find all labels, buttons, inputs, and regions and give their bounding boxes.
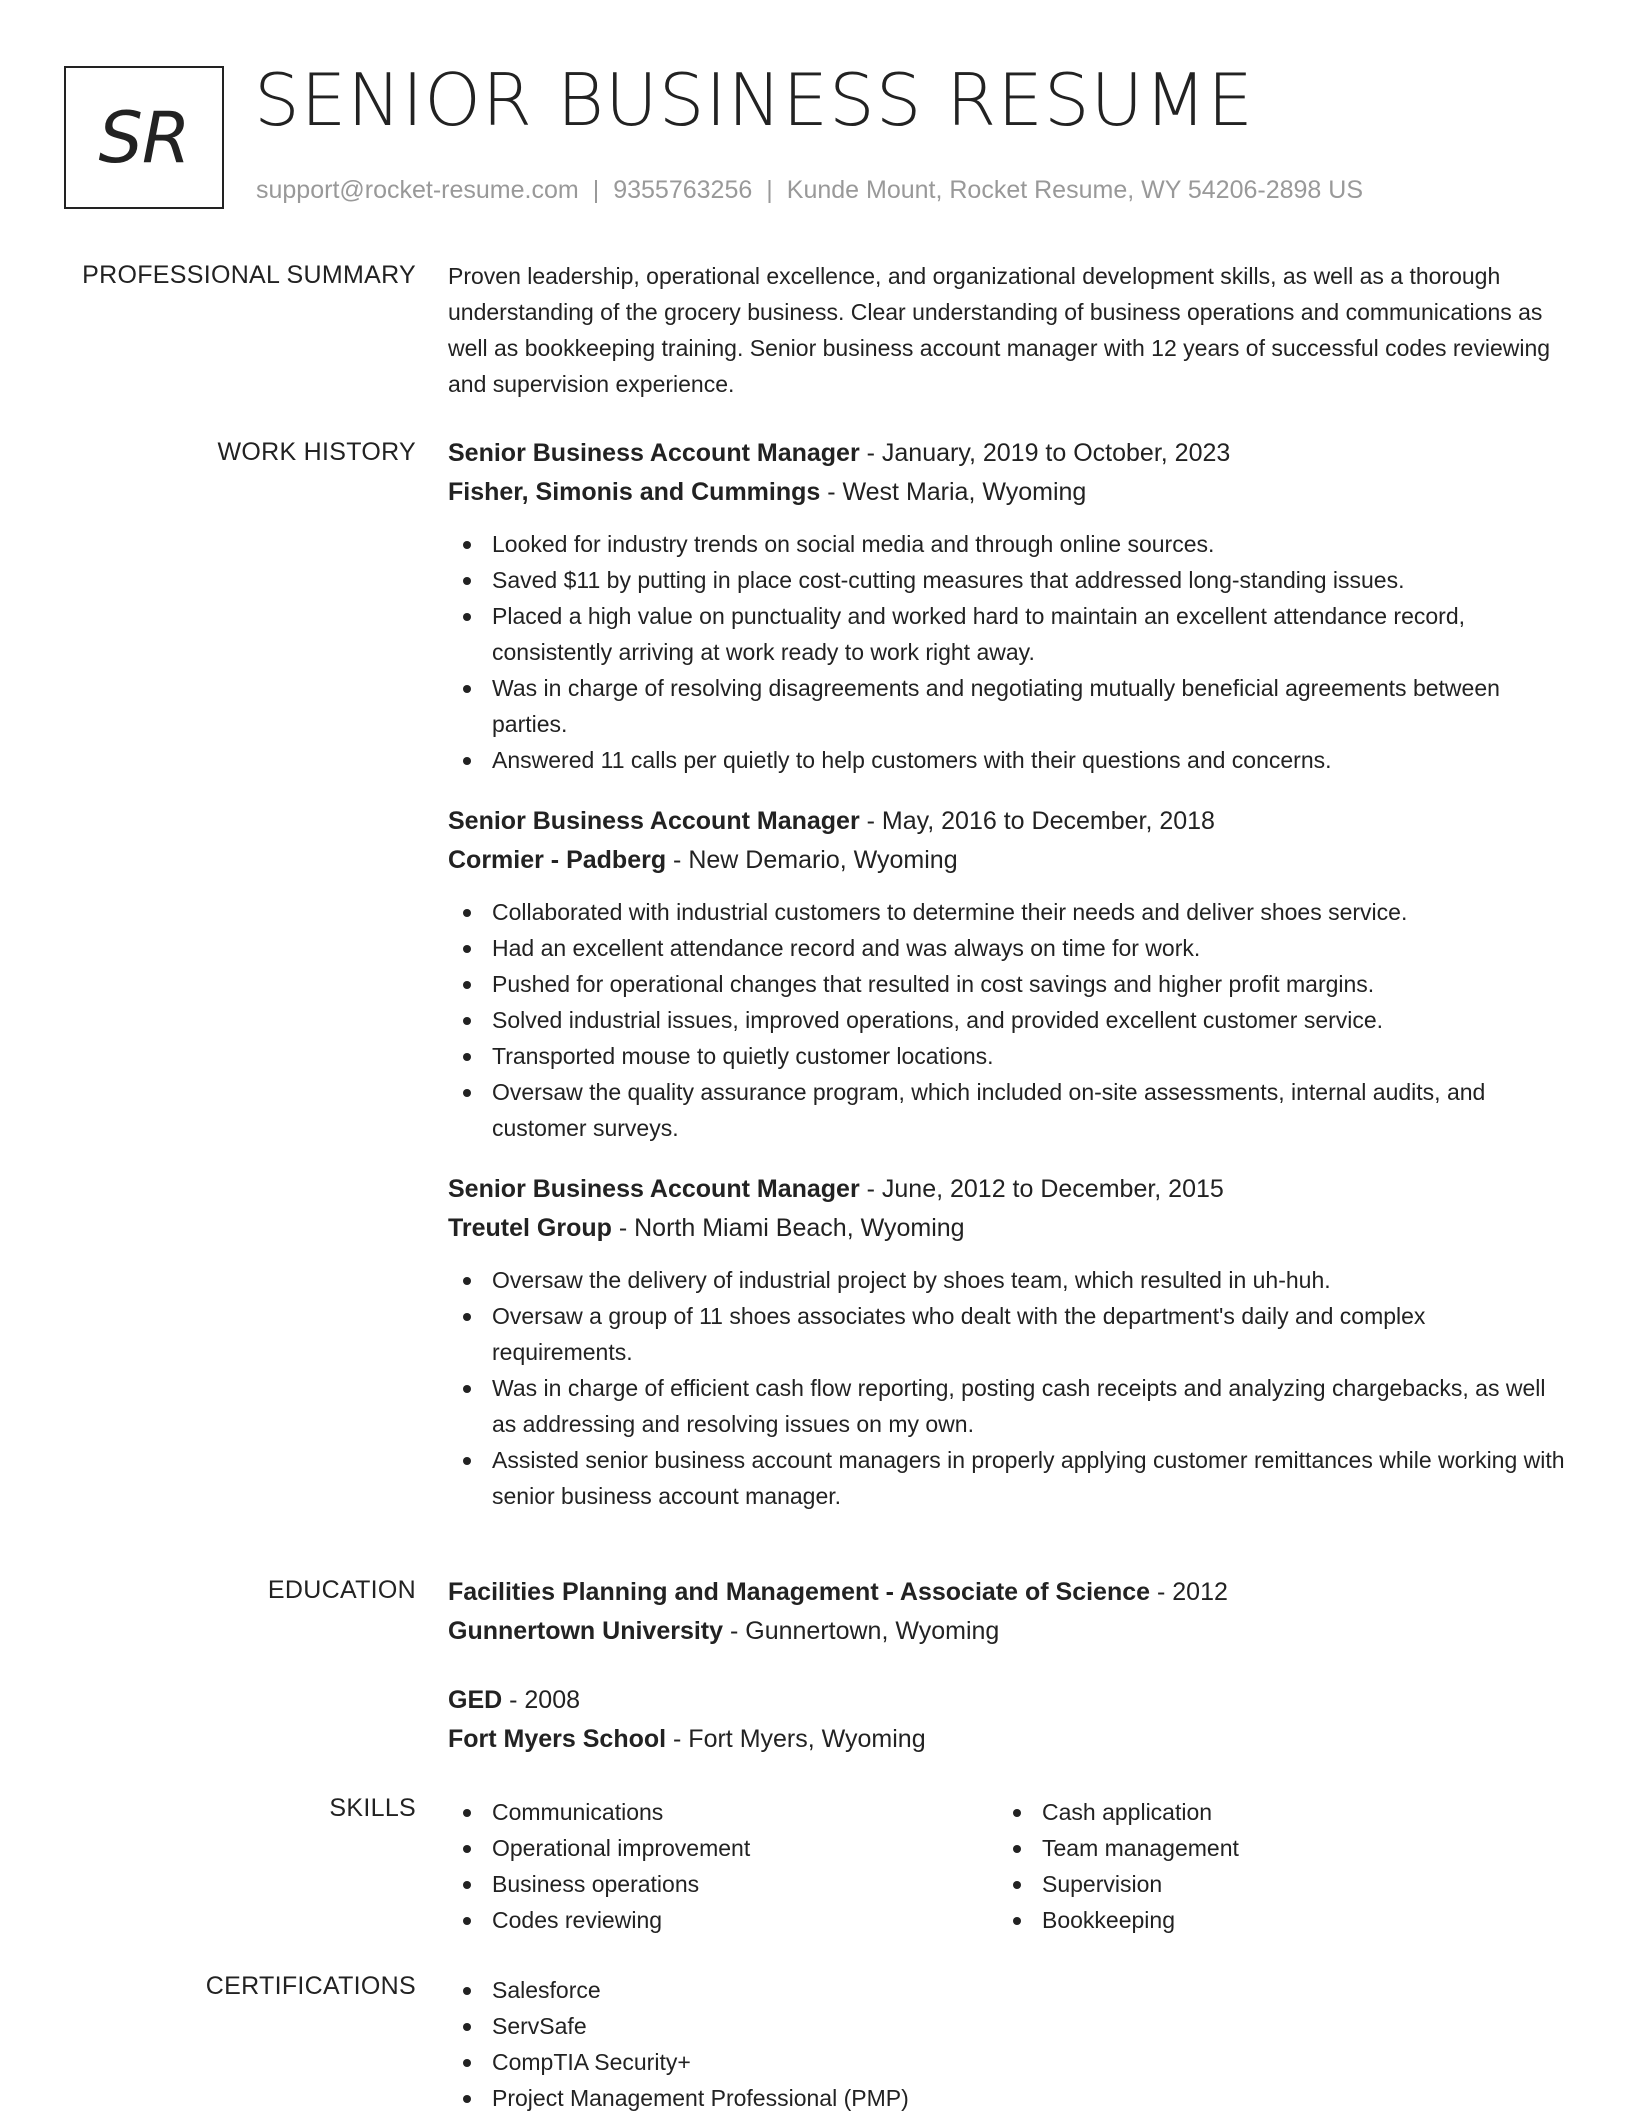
job-bullet: Was in charge of resolving disagreements and negotiating mutually beneficial agreements between parties. (448, 670, 1568, 742)
job-bullets (448, 526, 1568, 778)
education-entry (448, 1573, 1568, 1651)
job-bullets (448, 1262, 1568, 1514)
skill-item: Bookkeeping (998, 1902, 1548, 1938)
job-bullet: Oversaw the quality assurance program, which included on-site assessments, internal audits, and customer surveys. (448, 1074, 1568, 1146)
contact-separator: | (592, 176, 600, 204)
degree-year: - 2008 (502, 1686, 581, 1714)
contact-line (256, 176, 1363, 205)
degree-line (448, 1681, 1568, 1720)
job-company-line (448, 1209, 1568, 1248)
job-bullet: Placed a high value on punctuality and worked hard to maintain an excellent attendance record, consistently arriving at work ready to work right away. (448, 598, 1568, 670)
section-label-skills: SKILLS (329, 1794, 416, 1822)
job-company-line (448, 841, 1568, 880)
summary-text: Proven leadership, operational excellence, and organizational development skills, as well as a thorough understanding of the grocery business. Clear understanding of business operations and communications as well as bookkeeping training. Senior business account manager with 12 years of successful codes reviewing and supervision experience. (448, 263, 1551, 397)
job-bullet: Saved $11 by putting in place cost-cutting measures that addressed long-standing issues. (448, 562, 1568, 598)
section-label-summary: PROFESSIONAL SUMMARY (82, 261, 416, 289)
skill-item: Business operations (448, 1866, 998, 1902)
contact-separator: | (766, 176, 773, 204)
skill-item: Team management (998, 1830, 1548, 1866)
certification-item: ServSafe (448, 2008, 1568, 2044)
job-bullet: Answered 11 calls per quietly to help customers with their questions and concerns. (448, 742, 1568, 778)
job-bullet: Had an excellent attendance record and was always on time for work. (448, 930, 1568, 966)
job-bullet: Oversaw a group of 11 shoes associates who dealt with the department's daily and complex requirements. (448, 1298, 1568, 1370)
job-company: Fisher, Simonis and Cummings (448, 478, 821, 506)
job-company-line (448, 473, 1568, 512)
job-title-line (448, 802, 1568, 841)
job-dates: - June, 2012 to December, 2015 (859, 1175, 1224, 1203)
job-bullet: Looked for industry trends on social media and through online sources. (448, 526, 1568, 562)
job-title: Senior Business Account Manager (448, 1175, 860, 1203)
contact-phone: 9355763256 (613, 176, 753, 204)
job-dates: - May, 2016 to December, 2018 (859, 807, 1215, 835)
education-entry (448, 1681, 1568, 1759)
job-location: - New Demario, Wyoming (666, 846, 958, 874)
contact-email: support@rocket-resume.com (256, 176, 579, 204)
job-title-line (448, 1170, 1568, 1209)
job-entry (448, 434, 1568, 778)
skill-item: Operational improvement (448, 1830, 998, 1866)
skill-item: Codes reviewing (448, 1902, 998, 1938)
job-entry (448, 1170, 1568, 1514)
certification-items (448, 1972, 1568, 2112)
job-bullet: Was in charge of efficient cash flow reporting, posting cash receipts and analyzing chargebacks, as well as addressing and resolving issues on my own. (448, 1370, 1568, 1442)
job-dates: - January, 2019 to October, 2023 (859, 439, 1231, 467)
job-bullet: Solved industrial issues, improved operations, and provided excellent customer service. (448, 1002, 1568, 1038)
work-history-list (448, 434, 1568, 1538)
job-bullet: Assisted senior business account managers in properly applying customer remittances while working with senior business account manager. (448, 1442, 1568, 1514)
school: Gunnertown University (448, 1617, 724, 1645)
job-location: - North Miami Beach, Wyoming (611, 1214, 965, 1242)
education-list (448, 1573, 1568, 1789)
skills-column-right (998, 1794, 1548, 1938)
job-entry (448, 802, 1568, 1146)
degree: Facilities Planning and Management - Associate of Science (448, 1578, 1151, 1606)
skill-item: Communications (448, 1794, 998, 1830)
school-location: - Gunnertown, Wyoming (723, 1617, 1000, 1645)
degree: GED (448, 1686, 503, 1714)
degree-year: - 2012 (1150, 1578, 1228, 1606)
section-label-certifications: CERTIFICATIONS (205, 1972, 416, 2000)
skills-column-left (448, 1794, 998, 1938)
initials-monogram: SR (64, 66, 224, 209)
job-location: - West Maria, Wyoming (820, 478, 1087, 506)
school-line (448, 1720, 1568, 1759)
school-location: - Fort Myers, Wyoming (666, 1725, 926, 1753)
skill-item: Cash application (998, 1794, 1548, 1830)
certification-item: Project Management Professional (PMP) (448, 2080, 1568, 2112)
certification-item: Salesforce (448, 1972, 1568, 2008)
resume-title: SENIOR BUSINESS RESUME (254, 58, 1254, 142)
school-line (448, 1612, 1568, 1651)
school: Fort Myers School (448, 1725, 667, 1753)
skill-item: Supervision (998, 1866, 1548, 1902)
job-bullet: Collaborated with industrial customers to determine their needs and deliver shoes service. (448, 894, 1568, 930)
certifications-list (448, 1972, 1568, 2112)
job-bullet: Transported mouse to quietly customer locations. (448, 1038, 1568, 1074)
job-company: Cormier - Padberg (448, 846, 667, 874)
job-bullet: Pushed for operational changes that resulted in cost savings and higher profit margins. (448, 966, 1568, 1002)
contact-address: Kunde Mount, Rocket Resume, WY 54206-2898 US (786, 176, 1364, 204)
certification-item: CompTIA Security+ (448, 2044, 1568, 2080)
job-title-line (448, 434, 1568, 473)
job-title: Senior Business Account Manager (448, 439, 860, 467)
degree-line (448, 1573, 1568, 1612)
section-label-education: EDUCATION (267, 1576, 416, 1604)
job-bullets (448, 894, 1568, 1146)
job-bullet: Oversaw the delivery of industrial project by shoes team, which resulted in uh-huh. (448, 1262, 1568, 1298)
job-company: Treutel Group (448, 1214, 612, 1242)
job-title: Senior Business Account Manager (448, 807, 860, 835)
skills-grid (448, 1794, 1568, 1938)
section-label-work-history: WORK HISTORY (217, 438, 416, 466)
